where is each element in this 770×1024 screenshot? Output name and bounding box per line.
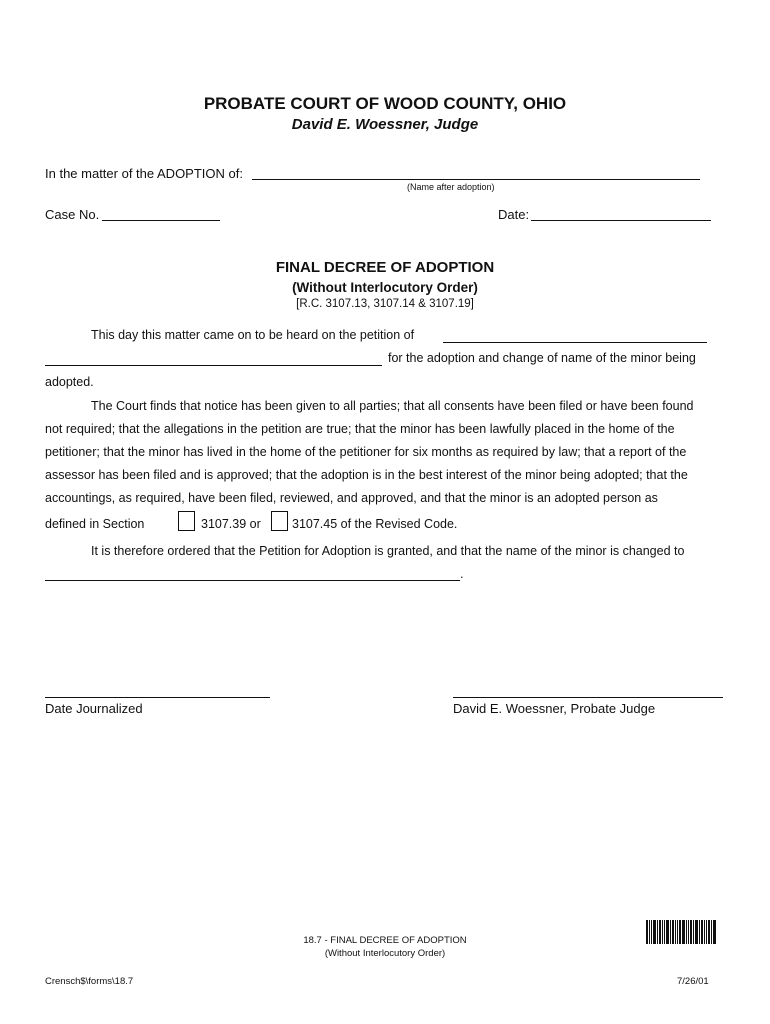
petitioner-name-field-1[interactable] bbox=[443, 342, 707, 343]
date-journalized-label: Date Journalized bbox=[45, 701, 143, 716]
judge-signature-label: David E. Woessner, Probate Judge bbox=[453, 701, 656, 716]
date-journalized-line[interactable] bbox=[45, 697, 270, 698]
section-3107-45-checkbox[interactable] bbox=[271, 511, 288, 531]
findings-line: petitioner; that the minor has lived in the home of the petitioner for six months as required by law; that a report of the bbox=[45, 445, 687, 459]
petition-intro-text: This day this matter came on to be heard on the petition of bbox=[91, 328, 415, 342]
judge-title: David E. Woessner, Judge bbox=[291, 116, 479, 133]
findings-line: The Court finds that notice has been given to all parties; that all consents have been filed or have been found bbox=[91, 399, 694, 413]
findings-line: assessor has been filed and is approved; that the adoption is in the best interest of the minor being adopted; that the bbox=[45, 468, 688, 482]
name-after-adoption-hint: (Name after adoption) bbox=[407, 182, 495, 192]
form-date: 7/26/01 bbox=[677, 976, 709, 987]
findings-line: not required; that the allegations in the petition are true; that the minor has been lawfully placed in the home of the bbox=[45, 422, 675, 436]
petitioner-name-field-2[interactable] bbox=[45, 365, 382, 366]
judge-signature-line[interactable] bbox=[453, 697, 723, 698]
findings-line: accountings, as required, have been filed, reviewed, and approved, and that the minor is an adopted person as bbox=[45, 491, 658, 505]
form-footer-title: 18.7 - FINAL DECREE OF ADOPTION bbox=[303, 935, 467, 946]
court-title: PROBATE COURT OF WOOD COUNTY, OHIO bbox=[203, 94, 567, 113]
form-footer-subtitle: (Without Interlocutory Order) bbox=[324, 948, 446, 959]
adoptee-name-field[interactable] bbox=[252, 179, 700, 180]
form-path: Crensch$\forms\18.7 bbox=[45, 976, 134, 987]
defined-in-section-label: defined in Section bbox=[45, 517, 145, 531]
adoption-purpose-text: for the adoption and change of name of the minor being bbox=[388, 351, 696, 365]
new-name-field[interactable] bbox=[45, 580, 460, 581]
section-3107-45-label: 3107.45 of the Revised Code. bbox=[292, 517, 458, 531]
section-3107-39-label: 3107.39 or bbox=[201, 517, 261, 531]
order-text: It is therefore ordered that the Petition for Adoption is granted, and that the name of the minor is changed to bbox=[91, 544, 685, 558]
date-label: Date: bbox=[498, 207, 530, 222]
order-period: . bbox=[460, 567, 464, 581]
adoption-matter-label: In the matter of the ADOPTION of: bbox=[45, 166, 243, 181]
date-field[interactable] bbox=[531, 220, 711, 221]
section-3107-39-checkbox[interactable] bbox=[178, 511, 195, 531]
case-number-label: Case No. bbox=[45, 207, 100, 222]
document-title: FINAL DECREE OF ADOPTION bbox=[275, 259, 495, 276]
document-subtitle: (Without Interlocutory Order) bbox=[292, 280, 478, 295]
adopted-text: adopted. bbox=[45, 375, 94, 389]
statute-citation: [R.C. 3107.13, 3107.14 & 3107.19] bbox=[296, 298, 474, 310]
case-number-field[interactable] bbox=[102, 220, 220, 221]
